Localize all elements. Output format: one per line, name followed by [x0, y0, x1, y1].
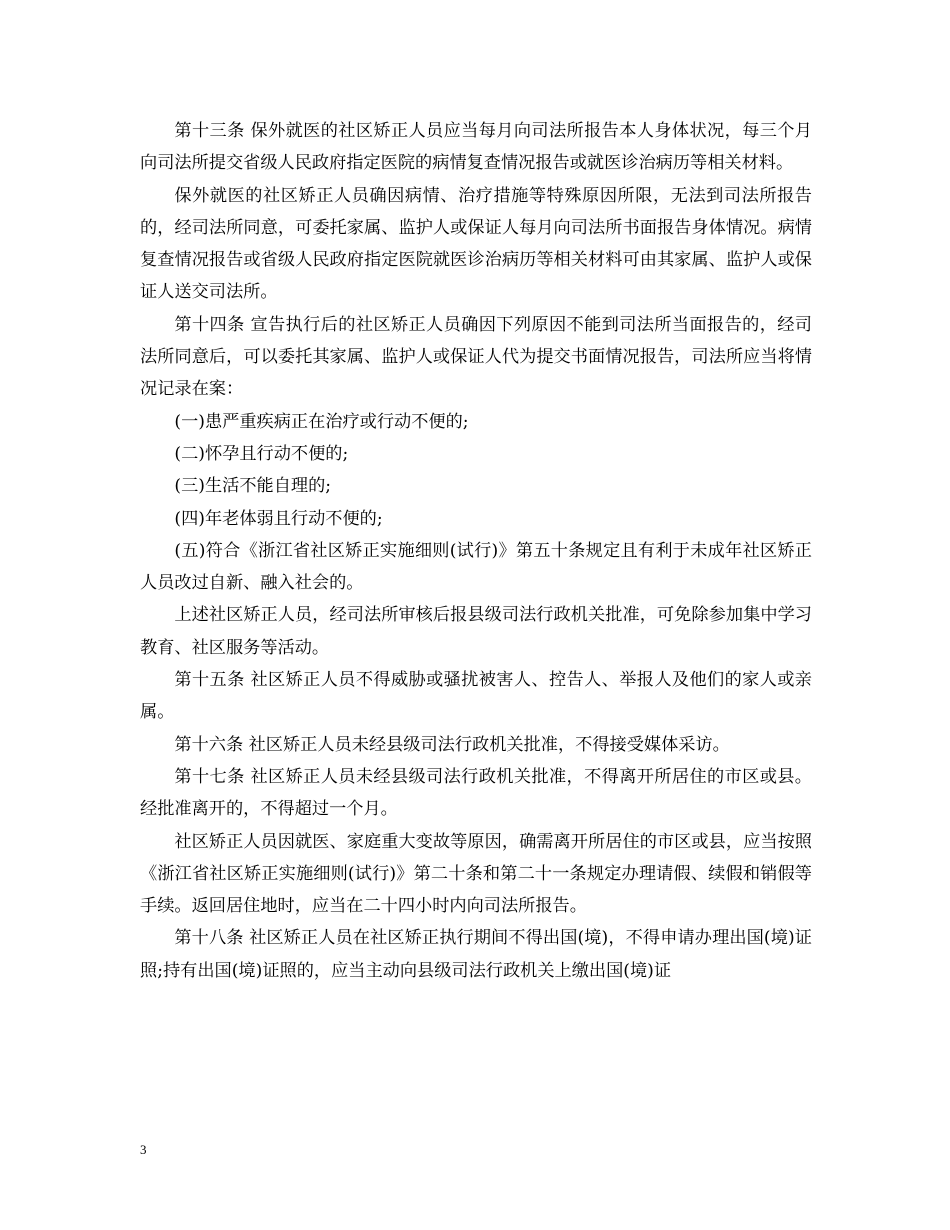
list-item-2: (二)怀孕且行动不便的;	[174, 443, 349, 464]
paragraph-article-17: 第十七条 社区矫正人员未经县级司法行政机关批准，不得离开所居住的市区或县。经批准离开的，不得超过一个月。	[140, 766, 812, 820]
paragraph-article-13: 第十三条 保外就医的社区矫正人员应当每月向司法所报告本人身体状况，每三个月向司法所提交省级人民政府指定医院的病情复查情况报告或就医诊治病历等相关材料。	[140, 121, 812, 174]
paragraph-article-16: 第十六条 社区矫正人员未经县级司法行政机关批准，不得接受媒体采访。	[174, 734, 730, 755]
paragraph-article-15: 第十五条 社区矫正人员不得威胁或骚扰被害人、控告人、举报人及他们的家人或亲属。	[140, 670, 812, 723]
paragraph-leave-procedure: 社区矫正人员因就医、家庭重大变故等原因，确需离开所居住的市区或县，应当按照《浙江省社区矫正实施细则(试行)》第二十条和第二十一条规定办理请假、续假和销假等手续。返回居住地时，应当在二十四小时内向司法所报告。	[140, 831, 812, 917]
list-item-4: (四)年老体弱且行动不便的;	[174, 508, 383, 529]
paragraph-article-18: 第十八条 社区矫正人员在社区矫正执行期间不得出国(境)，不得申请办理出国(境)证照;持有出国(境)证照的，应当主动向县级司法行政机关上缴出国(境)证	[140, 928, 812, 981]
page-number: 3	[140, 1142, 147, 1157]
document-body	[140, 115, 812, 987]
list-item-1: (一)患严重疾病正在治疗或行动不便的;	[174, 411, 469, 432]
paragraph-article-14: 第十四条 宣告执行后的社区矫正人员确因下列原因不能到司法所当面报告的，经司法所同意后，可以委托其家属、监护人或保证人代为提交书面情况报告，司法所应当将情况记录在案：	[140, 314, 812, 400]
list-item-3: (三)生活不能自理的;	[174, 476, 332, 497]
list-item-5: (五)符合《浙江省社区矫正实施细则(试行)》第五十条规定且有利于未成年社区矫正人员改过自新、融入社会的。	[140, 540, 812, 594]
paragraph-exemption: 上述社区矫正人员，经司法所审核后报县级司法行政机关批准，可免除参加集中学习教育、社区服务等活动。	[140, 605, 812, 658]
paragraph-medical-parole-report: 保外就医的社区矫正人员确因病情、治疗措施等特殊原因所限，无法到司法所报告的，经司法所同意，可委托家属、监护人或保证人每月向司法所书面报告身体情况。病情复查情况报告或省级人民政府指定医院就医诊治病历等相关材料可由其家属、监护人或保证人送交司法所。	[140, 185, 812, 303]
